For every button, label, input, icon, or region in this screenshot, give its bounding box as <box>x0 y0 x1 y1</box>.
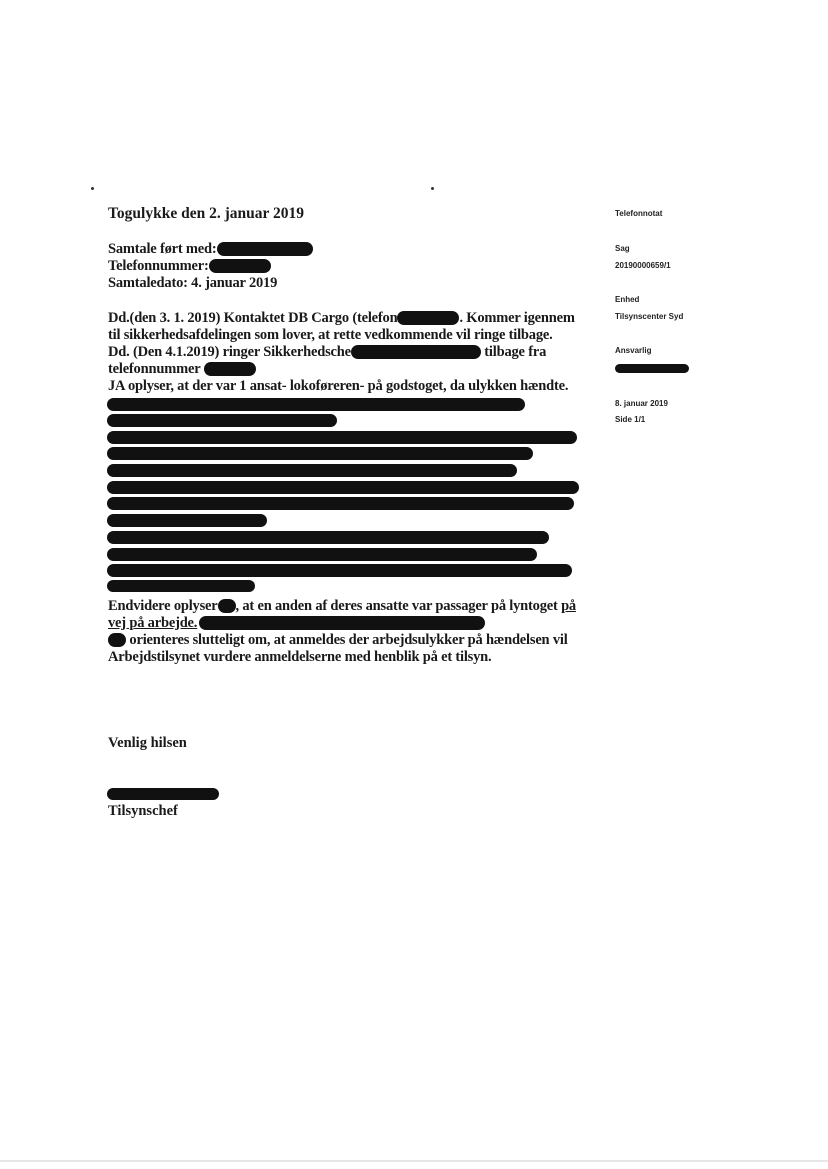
unit-label: Enhed <box>615 295 640 304</box>
body-text-segment: Endvidere oplyser <box>108 598 218 614</box>
body-line <box>108 361 588 378</box>
meta-line-date: Samtaledato: 4. januar 2019 <box>108 275 278 291</box>
redaction-bar <box>107 497 574 510</box>
redaction-bar <box>107 564 572 577</box>
case-label: Sag <box>615 244 630 253</box>
redaction-bar <box>107 447 533 460</box>
body-line <box>108 632 588 649</box>
body-line <box>108 615 588 632</box>
redaction-block <box>199 616 485 630</box>
signature-redaction <box>107 788 219 800</box>
responsible-redaction <box>615 364 689 373</box>
redaction-bar <box>107 514 267 527</box>
case-number: 20190000659/1 <box>615 261 671 270</box>
redaction-block <box>397 311 459 325</box>
redaction-block <box>351 345 481 359</box>
redaction-block <box>209 259 271 273</box>
conversation-meta <box>108 241 588 292</box>
redaction-bar <box>107 548 537 561</box>
body-text-segment: . Kommer igennem <box>459 310 575 326</box>
body-line: til sikkerhedsafdelingen som lover, at rette vedkommende vil ringe tilbage. <box>108 327 553 343</box>
signatory-role: Tilsynschef <box>108 803 178 819</box>
body-text-segment: telefonnummer <box>108 361 201 377</box>
body-text-segment: tilbage fra <box>480 344 547 360</box>
scan-speck <box>91 187 94 190</box>
redaction-bar <box>107 481 579 494</box>
body-line: JA oplyser, at der var 1 ansat- lokoføreren- på godstoget, da ulykken hændte. <box>108 378 569 394</box>
redaction-bar <box>107 398 525 411</box>
meta-line-conversation <box>108 241 588 258</box>
redaction-block <box>218 599 236 613</box>
body-line <box>108 310 588 327</box>
body-line <box>108 598 588 615</box>
body-text <box>108 310 588 395</box>
underlined-text: vej på arbejde. <box>108 615 198 631</box>
scan-speck <box>431 187 434 190</box>
meta-line-phone <box>108 258 588 275</box>
doc-type-label: Telefonnotat <box>615 209 663 218</box>
closing-greeting: Venlig hilsen <box>108 735 187 751</box>
body-line: Arbejdstilsynet vurdere anmeldelserne med henblik på et tilsyn. <box>108 649 492 665</box>
scan-edge <box>0 1160 828 1162</box>
redaction-bar <box>107 580 255 592</box>
document-title: Togulykke den 2. januar 2019 <box>108 205 304 222</box>
conversation-with-label: Samtale ført med: <box>108 241 217 257</box>
unit-value: Tilsynscenter Syd <box>615 312 684 321</box>
redaction-bar <box>107 531 549 544</box>
redaction-block <box>108 633 126 647</box>
body-text-continued <box>108 598 588 666</box>
document-date: 8. januar 2019 <box>615 399 668 408</box>
body-line <box>108 344 588 361</box>
underlined-text: på <box>561 598 576 614</box>
redaction-bar <box>107 464 517 477</box>
redaction-block <box>217 242 313 256</box>
redaction-bar <box>107 431 577 444</box>
body-text-segment: Dd. (Den 4.1.2019) ringer Sikkerhedsche <box>108 344 351 360</box>
redaction-bar <box>107 414 337 427</box>
body-text-segment: Dd.(den 3. 1. 2019) Kontaktet DB Cargo (telefon <box>108 310 398 326</box>
redaction-block <box>204 362 256 376</box>
responsible-label: Ansvarlig <box>615 346 652 355</box>
page-count: Side 1/1 <box>615 415 646 424</box>
body-text-segment: , at en anden af deres ansatte var passager på lyntoget <box>235 598 562 614</box>
phone-label: Telefonnummer: <box>108 258 209 274</box>
body-text-segment: orienteres slutteligt om, at anmeldes der arbejdsulykker på hændelsen vil <box>126 632 568 648</box>
